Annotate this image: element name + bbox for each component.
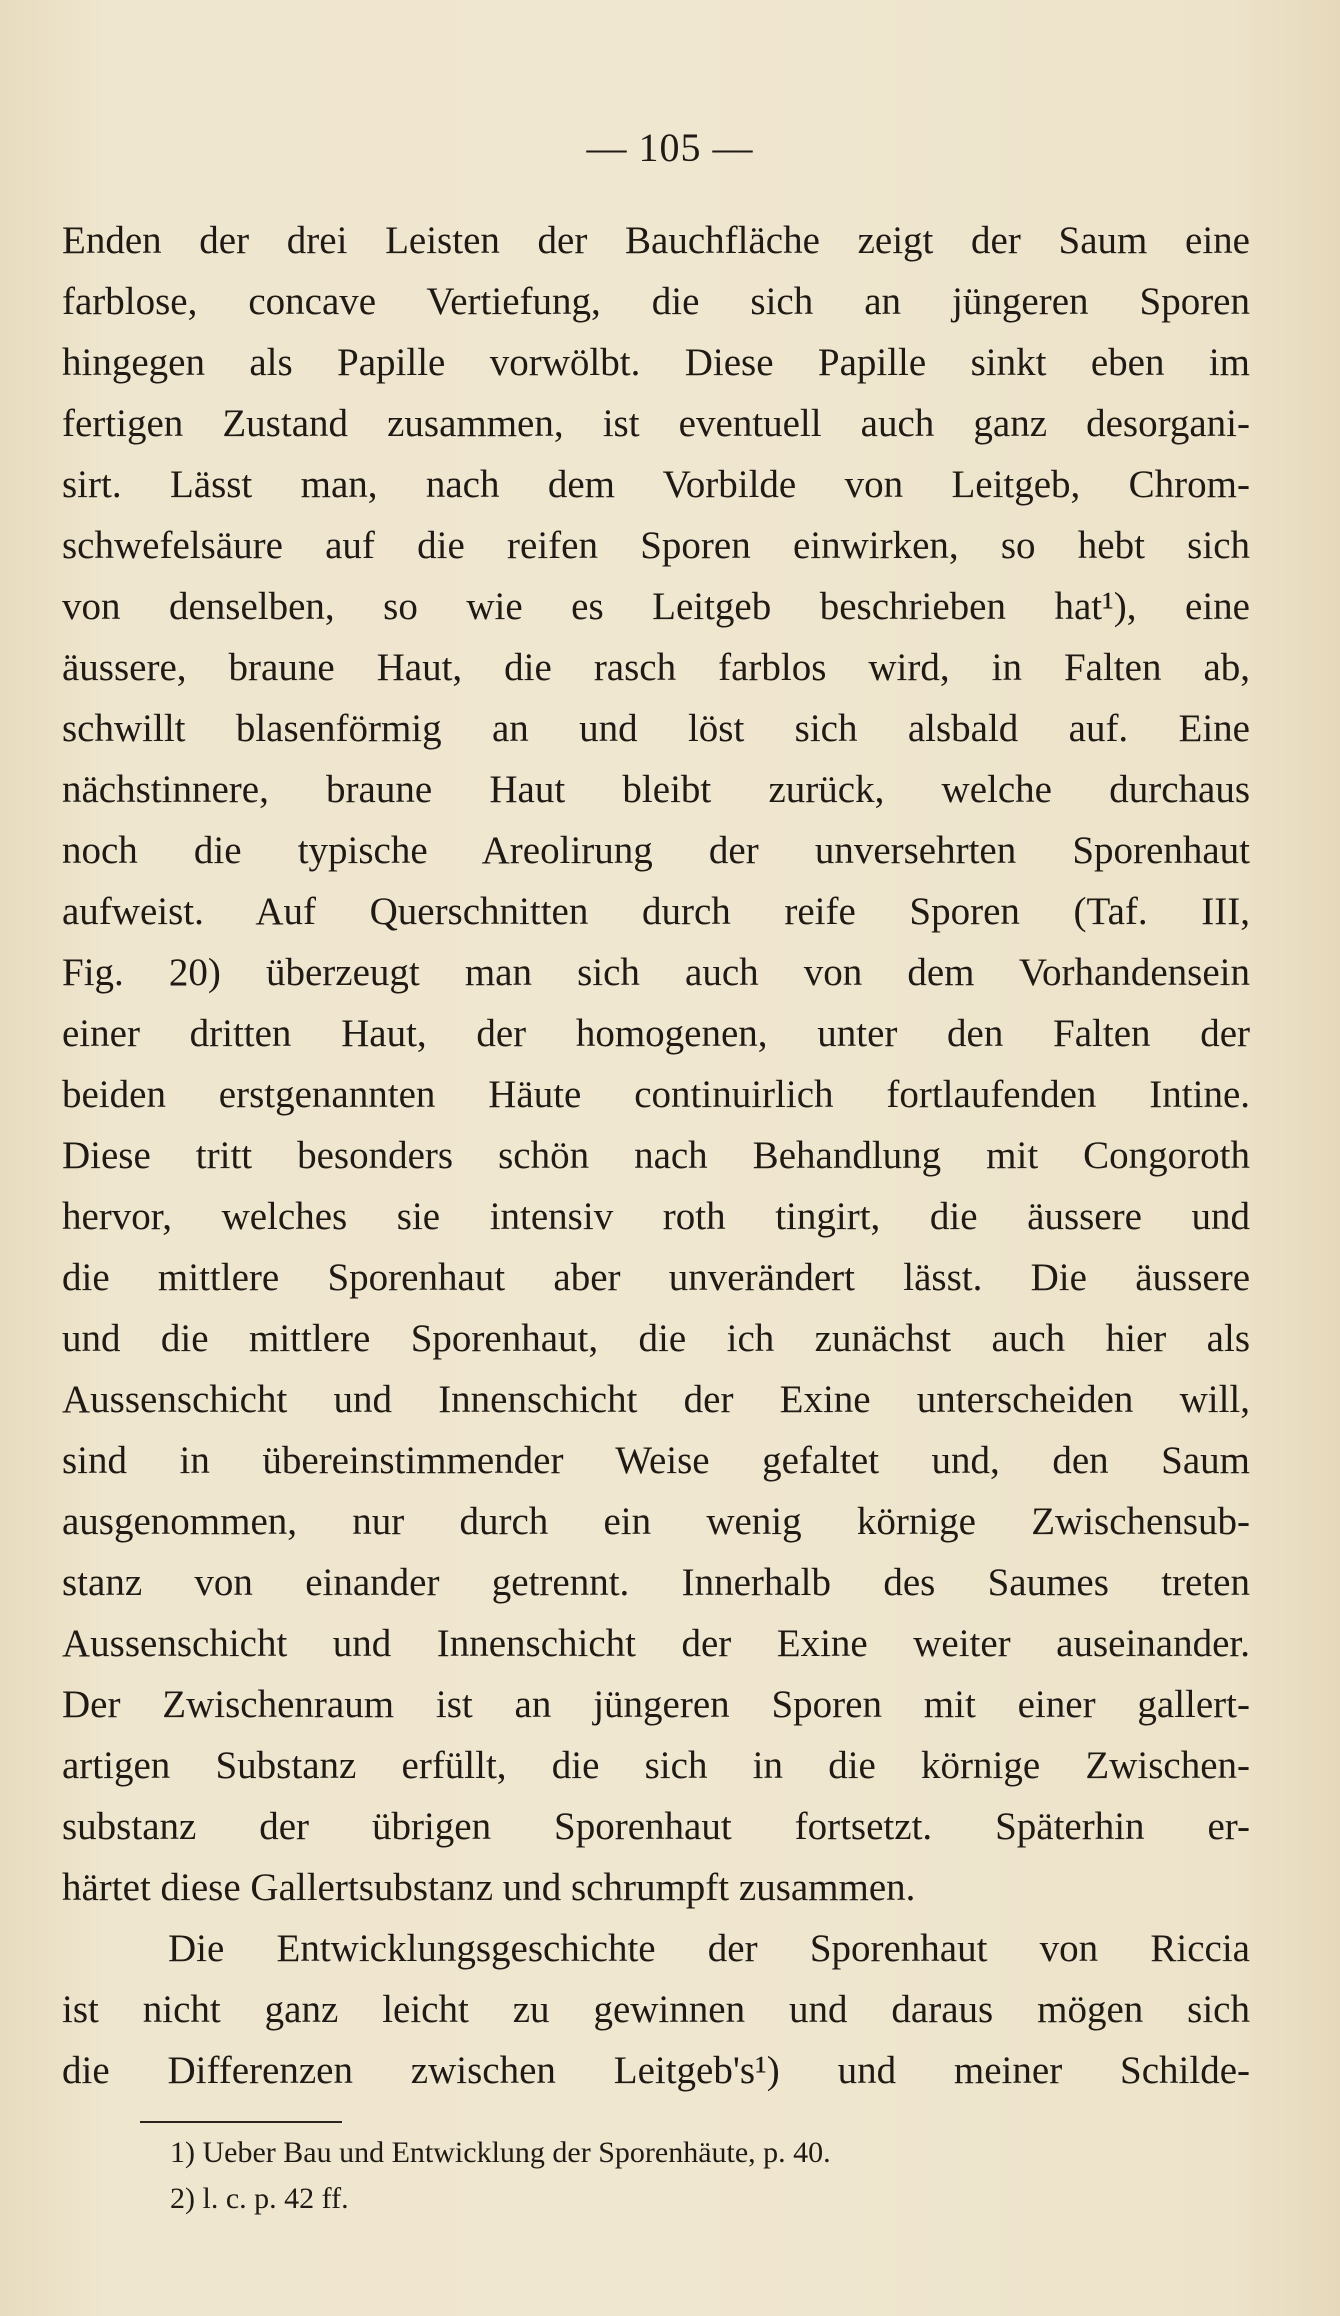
text-line: artigen Substanz erfüllt, die sich in die körnige Zwischen- — [62, 1744, 1250, 1787]
text-line: und die mittlere Sporenhaut, die ich zunächst auch hier als — [62, 1317, 1250, 1360]
text-line: substanz der übrigen Sporenhaut fortsetzt. Späterhin er- — [62, 1805, 1250, 1848]
body-text — [62, 210, 1250, 2101]
text-line: hingegen als Papille vorwölbt. Diese Papille sinkt eben im — [62, 341, 1250, 384]
footnote-2: 2) l. c. p. 42 ff. — [170, 2182, 349, 2215]
footnote-1: 1) Ueber Bau und Entwicklung der Sporenhäute, p. 40. — [170, 2136, 831, 2169]
text-line: einer dritten Haut, der homogenen, unter den Falten der — [62, 1012, 1250, 1055]
text-line: Aussenschicht und Innenschicht der Exine unterscheiden will, — [62, 1378, 1250, 1421]
text-line: die Differenzen zwischen Leitgeb's¹) und meiner Schilde- — [62, 2049, 1250, 2092]
text-line: schwillt blasenförmig an und löst sich alsbald auf. Eine — [62, 707, 1250, 750]
text-line: nächstinnere, braune Haut bleibt zurück, welche durchaus — [62, 768, 1250, 811]
text-line: ausgenommen, nur durch ein wenig körnige Zwischensub- — [62, 1500, 1250, 1543]
text-line: farblose, concave Vertiefung, die sich an jüngeren Sporen — [62, 280, 1250, 323]
text-line: äussere, braune Haut, die rasch farblos wird, in Falten ab, — [62, 646, 1250, 689]
text-line: Enden der drei Leisten der Bauchfläche zeigt der Saum eine — [62, 219, 1250, 262]
footnote-divider — [140, 2121, 342, 2123]
text-line: schwefelsäure auf die reifen Sporen einwirken, so hebt sich — [62, 524, 1250, 567]
text-line: Fig. 20) überzeugt man sich auch von dem Vorhandensein — [62, 951, 1250, 994]
text-line: stanz von einander getrennt. Innerhalb des Saumes treten — [62, 1561, 1250, 1604]
text-line: sirt. Lässt man, nach dem Vorbilde von Leitgeb, Chrom- — [62, 463, 1250, 506]
text-line: Diese tritt besonders schön nach Behandlung mit Congoroth — [62, 1134, 1250, 1177]
text-line: beiden erstgenannten Häute continuirlich fortlaufenden Intine. — [62, 1073, 1250, 1116]
text-line: Aussenschicht und Innenschicht der Exine weiter auseinander. — [62, 1622, 1250, 1665]
page-number: — 105 — — [586, 125, 754, 170]
text-line-paragraph-end: härtet diese Gallertsubstanz und schrumpft zusammen. — [62, 1866, 916, 1909]
text-line: Der Zwischenraum ist an jüngeren Sporen mit einer gallert- — [62, 1683, 1250, 1726]
footnotes — [170, 2130, 1170, 2222]
text-line-paragraph-start: Die Entwicklungsgeschichte der Sporenhaut von Riccia — [168, 1927, 1250, 1970]
text-line: von denselben, so wie es Leitgeb beschrieben hat¹), eine — [62, 585, 1250, 628]
text-line: fertigen Zustand zusammen, ist eventuell auch ganz desorgani- — [62, 402, 1250, 445]
text-line: hervor, welches sie intensiv roth tingirt, die äussere und — [62, 1195, 1250, 1238]
text-line: aufweist. Auf Querschnitten durch reife Sporen (Taf. III, — [62, 890, 1250, 933]
text-line: die mittlere Sporenhaut aber unverändert lässt. Die äussere — [62, 1256, 1250, 1299]
text-line: noch die typische Areolirung der unversehrten Sporenhaut — [62, 829, 1250, 872]
text-line: sind in übereinstimmender Weise gefaltet und, den Saum — [62, 1439, 1250, 1482]
text-line: ist nicht ganz leicht zu gewinnen und daraus mögen sich — [62, 1988, 1250, 2031]
